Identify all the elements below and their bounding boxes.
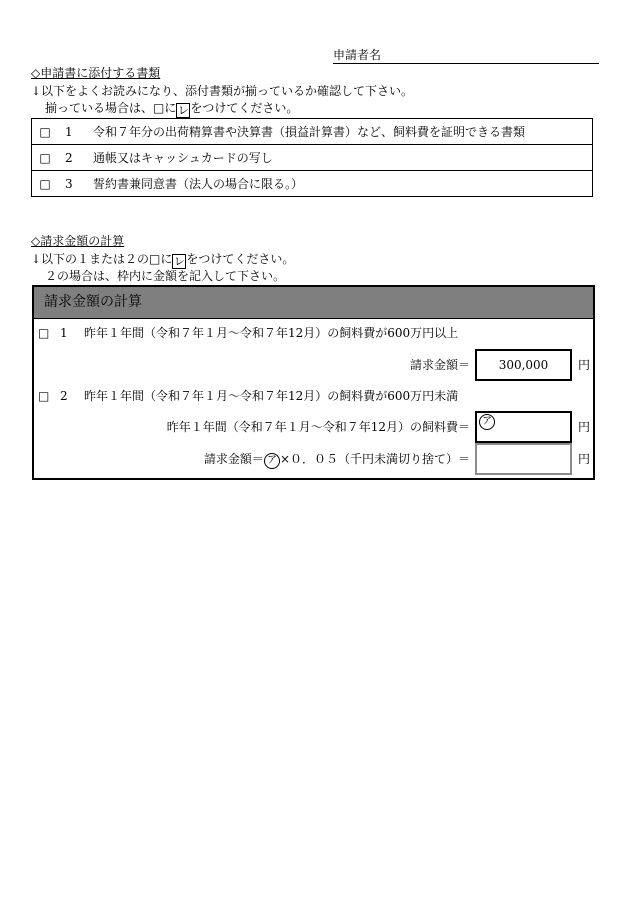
option-1-text: 昨年１年間（令和７年１月～令和７年12月）の飼料費が600万円以上 [84,326,459,340]
instruction-text-post: をつけてください。 [186,252,295,266]
option-1-number: 1 [60,326,68,340]
option-2-text: 昨年１年間（令和７年１月～令和７年12月）の飼料費が600万円未満 [84,389,459,403]
attachment-text: 通帳又はキャッシュカードの写し [93,151,273,165]
option-2 [38,388,458,404]
formula-text-post: ×０．０５（千円未満切り捨て）＝ [279,452,470,466]
calculation-instruction [31,251,294,269]
attachment-text: 令和７年分の出荷精算書や決算書（損益計算書）など、飼料費を証明できる書類 [93,125,526,139]
calculation-note: ２の場合は、枠内に金額を記入して下さい。 [45,269,286,283]
applicant-name-field[interactable] [333,48,599,64]
calculation-box [32,285,595,480]
attachments-note: ↓以下をよくお読みになり、添付書類が揃っているか確認して下さい。 [31,84,414,98]
claim-amount-box [475,349,572,381]
attachment-number: 2 [65,150,73,165]
check-mark-sample: レ [177,104,189,117]
attachment-checkbox-2[interactable]: □ [39,150,51,165]
attachment-checkbox-3[interactable]: □ [39,176,51,191]
attachments-table [31,118,593,197]
feed-cost-label: 昨年１年間（令和７年１月～令和７年12月）の飼料費＝ [166,420,470,434]
formula-label [204,451,470,469]
instruction-text-post: をつけてください。 [190,101,299,115]
yen-unit: 円 [578,420,591,434]
claim-amount-value: 300,000 [498,358,549,372]
attachments-instruction [45,100,298,118]
instruction-text-pre: ↓以下の１または２の□に [31,252,173,266]
calculation-box-title: 請求金額の計算 [34,287,593,319]
claim-amount-label: 請求金額＝ [409,358,470,372]
marker-a-icon: ア [479,414,495,430]
feed-cost-input[interactable] [475,411,572,443]
option-1-checkbox[interactable]: □ [38,326,50,340]
instruction-text-pre: 揃っている場合は、□に [45,101,177,115]
option-2-checkbox[interactable]: □ [38,389,50,403]
attachment-checkbox-1[interactable]: □ [39,124,51,139]
applicant-name-label: 申請者名 [333,48,382,62]
attachment-number: 3 [65,176,73,191]
option-1 [38,325,458,341]
attachments-heading: ◇申請書に添付する書類 [31,66,161,80]
yen-unit: 円 [578,358,591,372]
table-row [32,171,593,197]
yen-unit: 円 [578,452,591,466]
calculation-heading: ◇請求金額の計算 [31,234,125,248]
table-row [32,119,593,145]
marker-a-icon: ア [264,453,280,469]
attachment-number: 1 [65,124,73,139]
formula-text-pre: 請求金額＝ [203,452,264,466]
table-row [32,145,593,171]
computed-claim-box[interactable] [475,443,572,475]
check-mark-sample: レ [173,255,185,268]
attachment-text: 誓約書兼同意書（法人の場合に限る。） [93,177,304,191]
option-2-number: 2 [60,389,68,403]
